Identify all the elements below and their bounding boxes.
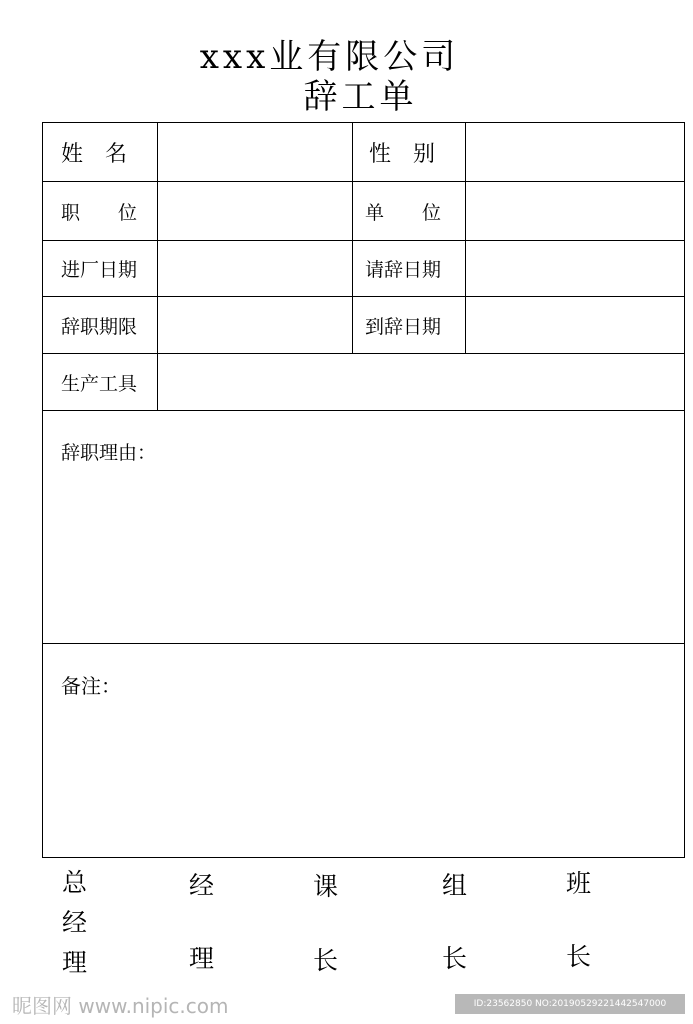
name-field[interactable]: [158, 123, 353, 182]
tools-label: 生产工具: [43, 354, 158, 411]
sig-general-manager-3: 理: [62, 948, 88, 977]
sig-section-chief-2: 长: [313, 946, 339, 975]
watermark-id: ID:23562850 NO:20190529221442547000: [455, 994, 685, 1014]
sig-manager-1: 经: [189, 871, 215, 900]
name-label: 姓 名: [43, 123, 158, 182]
leave-date-field[interactable]: [466, 297, 685, 354]
remarks-label: 备注：: [61, 674, 121, 698]
gender-label: 性 别: [353, 123, 466, 182]
remarks-area[interactable]: [43, 644, 685, 858]
unit-label: 单 位: [353, 182, 466, 241]
position-field[interactable]: [158, 182, 353, 241]
sig-group-leader-2: 长: [442, 944, 468, 973]
resignation-form: [42, 122, 685, 858]
position-label: 职 位: [43, 182, 158, 241]
resign-deadline-label: 辞职期限: [43, 297, 158, 354]
entry-date-field[interactable]: [158, 241, 353, 297]
sig-section-chief-1: 课: [313, 872, 339, 901]
sig-team-leader-2: 长: [566, 942, 592, 971]
sig-general-manager-1: 总: [62, 868, 88, 897]
resign-deadline-field[interactable]: [158, 297, 353, 354]
entry-date-label: 进厂日期: [43, 241, 158, 297]
watermark-site: 昵图网 www.nipic.com: [12, 994, 229, 1018]
sig-manager-2: 理: [189, 944, 215, 973]
sig-group-leader-1: 组: [442, 871, 468, 900]
tools-field[interactable]: [158, 354, 685, 411]
form-title: 辞工单: [303, 77, 418, 117]
request-date-label: 请辞日期: [353, 241, 466, 297]
sig-team-leader-1: 班: [566, 869, 592, 898]
reason-label: 辞职理由：: [61, 442, 157, 464]
leave-date-label: 到辞日期: [353, 297, 466, 354]
sig-general-manager-2: 经: [62, 908, 88, 937]
unit-field[interactable]: [466, 182, 685, 241]
gender-field[interactable]: [466, 123, 685, 182]
company-title: xxx业有限公司: [199, 37, 460, 77]
reason-area[interactable]: [43, 411, 685, 644]
request-date-field[interactable]: [466, 241, 685, 297]
